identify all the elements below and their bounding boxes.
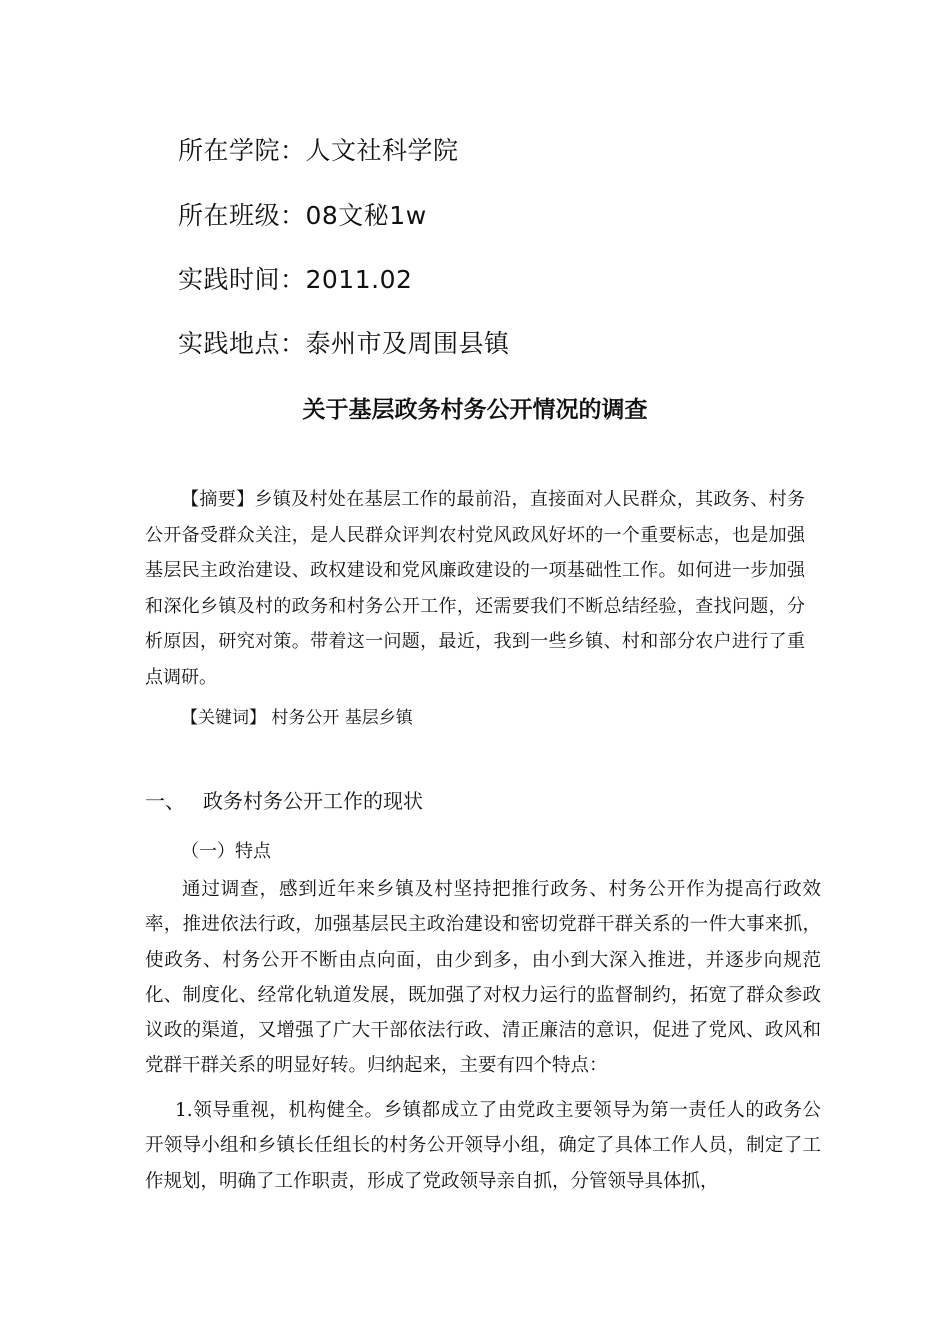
meta-practice-time: 实践时间：2011.02 xyxy=(178,265,413,294)
meta-class: 所在班级：08文秘1w xyxy=(178,201,427,230)
section-number: 一、 xyxy=(145,789,185,813)
body-paragraph-intro: 通过调查，感到近年来乡镇及村坚持把推行政务、村务公开作为提高行政效率，推进依法行政，加强基层民主政治建设和密切党群干群关系的一件大事来抓，使政务、村务公开不断由点向面，由少到多，由小到大深入推进，并逐步向规范化、制度化、经常化轨道发展，既加强了对权力运行的监督制约，拓宽了群众参政议政的渠道，又增强了广大干部依法行政、清正廉洁的意识，促进了党风、政风和党群干群关系的明显好转。归纳起来，主要有四个特点： xyxy=(145,879,821,1077)
abstract-paragraph: 【摘要】乡镇及村处在基层工作的最前沿，直接面对人民群众，其政务、村务公开备受群众关注，是人民群众评判农村党风政风好坏的一个重要标志，也是加强基层民主政治建设、政权建设和党风廉政建设的一项基础性工作。如何进一步加强和深化乡镇及村的政务和村务公开工作，还需要我们不断总结经验，查找问题，分析原因，研究对策。带着这一问题，最近，我到一些乡镇、村和部分农户进行了重点调研。 xyxy=(145,489,805,688)
meta-college: 所在学院：人文社科学院 xyxy=(178,136,459,165)
keywords-line: 【关键词】 村务公开 基层乡镇 xyxy=(181,708,413,728)
section-title: 政务村务公开工作的现状 xyxy=(203,789,423,813)
subsection-heading: （一）特点 xyxy=(181,841,271,862)
section-heading xyxy=(145,786,423,816)
meta-practice-location: 实践地点：泰州市及周围县镇 xyxy=(178,329,510,358)
body-paragraph-item-1: 1.领导重视，机构健全。乡镇都成立了由党政主要领导为第一责任人的政务公开领导小组和乡镇长任组长的村务公开领导小组，确定了具体工作人员，制定了工作规划，明确了工作职责，形成了党政领导亲自抓，分管领导具体抓， xyxy=(145,1100,821,1192)
document-title: 关于基层政务村务公开情况的调查 xyxy=(302,397,648,423)
